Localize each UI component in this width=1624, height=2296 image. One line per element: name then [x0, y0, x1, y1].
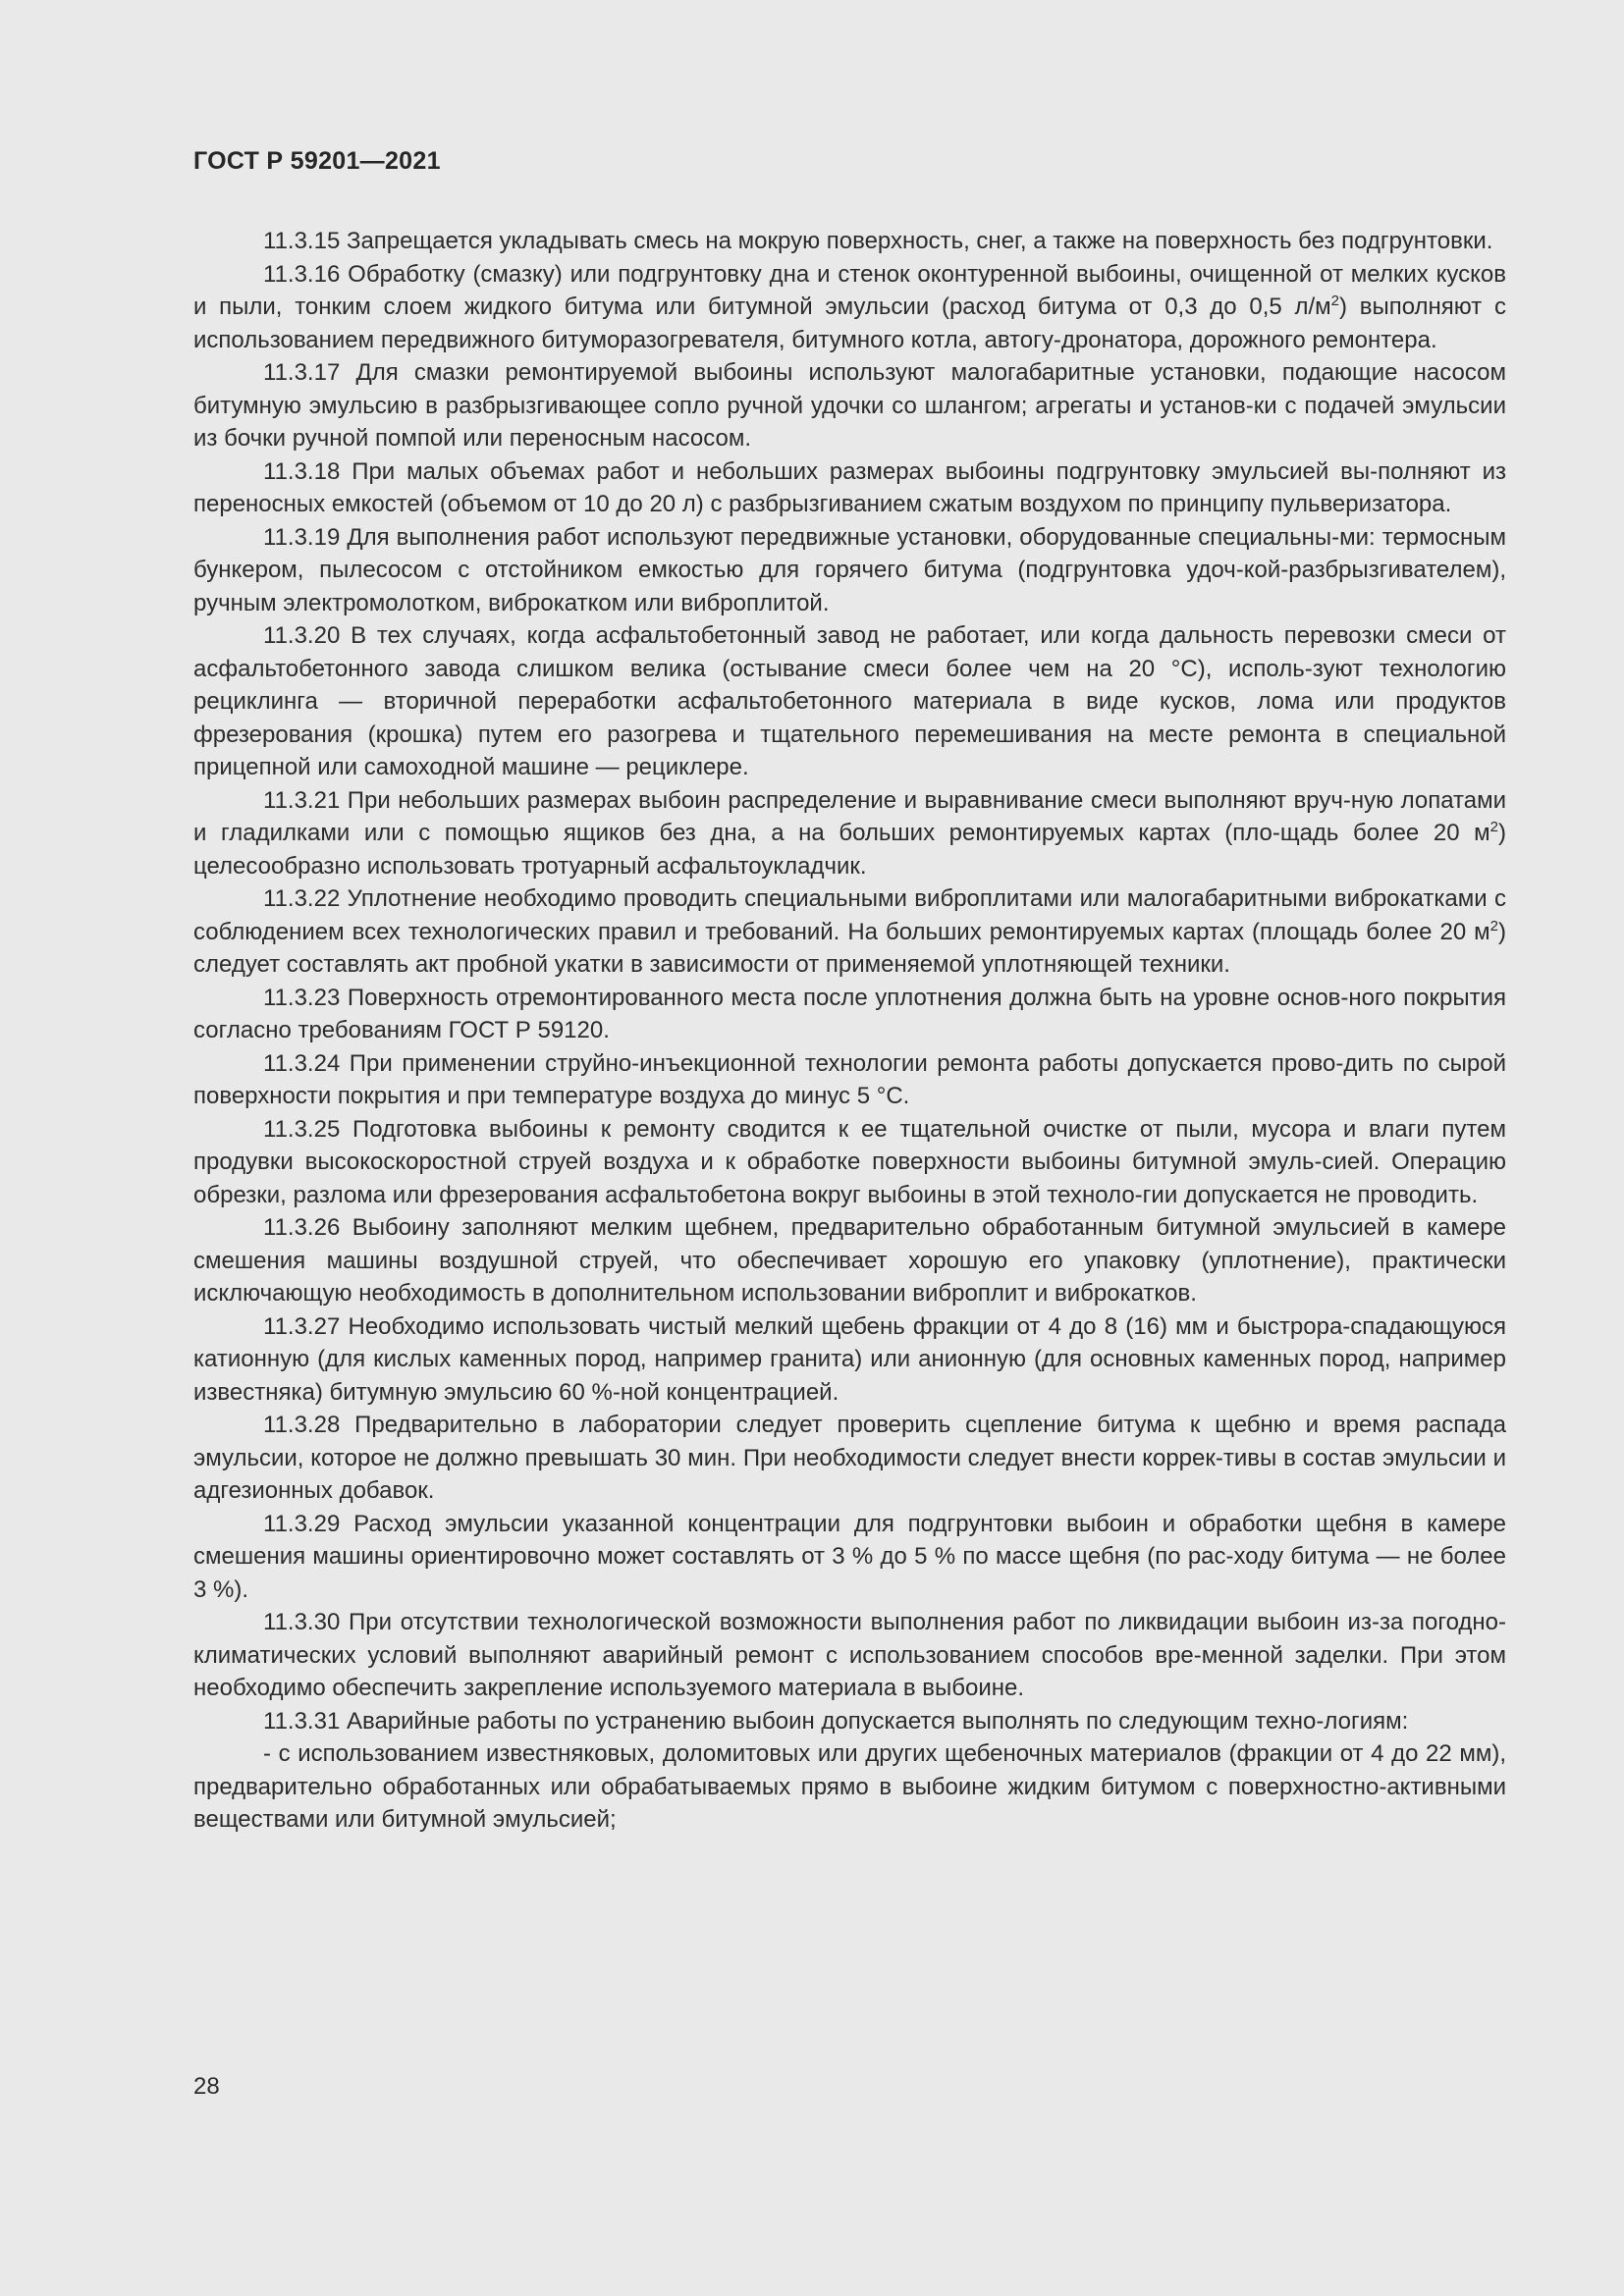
paragraph-11-3-31: 11.3.31 Аварийные работы по устранению выбоин допускается выполнять по следующим техно-логиям:	[263, 1707, 1409, 1735]
paragraph-11-3-25: 11.3.25 Подготовка выбоины к ремонту сводится к ее тщательной очистке от пыли, мусора и влаги путем продувки высокоскоростной струей воздуха и к обработке поверхности выбоины битумной эмуль-сией. Операцию обрезки, разлома или фрезерования асфальтобетона вокруг выбоины в этой техноло-гии допускается не проводить.	[193, 1115, 1506, 1208]
paragraph-11-3-30: 11.3.30 При отсутствии технологической возможности выполнения работ по ликвидации выбоин из-за погодно-климатических условий выполняют аварийный ремонт с использованием способов вре-менной заделки. При этом необходимо обеспечить закрепление используемого материала в выбоине.	[193, 1609, 1506, 1701]
superscript: 2	[1330, 293, 1339, 309]
list-item: - с использованием известняковых, доломитовых или других щебеночных материалов (фракции от 4 до 22 мм), предварительно обработанных или обрабатываемых прямо в выбоине жидким битумом с поверхностно-активными веществами или битумной эмульсией;	[193, 1740, 1506, 1833]
paragraph-text: ) выполняют с использованием передвижного битуморазогревателя, битумного котла, автогу-дронатора, дорожного ремонтера.	[193, 294, 1506, 353]
paragraph-11-3-17: 11.3.17 Для смазки ремонтируемой выбоины используют малогабаритные установки, подающие насосом битумную эмульсию в разбрызгивающее сопло ручной удочки со шлангом; агрегаты и установ-ки с подачей эмульсии из бочки ручной помпой или переносным насосом.	[193, 359, 1506, 452]
paragraph-11-3-19: 11.3.19 Для выполнения работ используют передвижные установки, оборудованные специальны-ми: термосным бункером, пылесосом с отстойником емкостью для горячего битума (подгрунтовка удоч-кой-разбрызгивателем), ручным электромолотком, виброкатком или виброплитой.	[193, 523, 1506, 616]
document-code-header: ГОСТ Р 59201—2021	[193, 147, 441, 175]
paragraph-11-3-27: 11.3.27 Необходимо использовать чистый мелкий щебень фракции от 4 до 8 (16) мм и быстрора-спадающуюся катионную (для кислых каменных пород, например гранита) или анионную (для основных каменных пород, например известняка) битумную эмульсию 60 %-ной концентрацией.	[193, 1312, 1506, 1406]
paragraph-text: ) целесообразно использовать тротуарный асфальтоукладчик.	[193, 820, 1506, 880]
paragraph-text: 11.3.21 При небольших размерах выбоин распределение и выравнивание смеси выполняют вруч-ную лопатами и гладилками или с помощью ящиков без дна, а на больших ремонтируемых картах (пло-щадь более 20 м	[193, 786, 1506, 846]
paragraph-11-3-24: 11.3.24 При применении струйно-инъекционной технологии ремонта работы допускается прово-дить по сырой поверхности покрытия и при температуре воздуха до минус 5 °C.	[193, 1049, 1506, 1109]
document-body	[193, 225, 1506, 1837]
paragraph-11-3-22	[193, 882, 1506, 982]
paragraph-11-3-28: 11.3.28 Предварительно в лаборатории следует проверить сцепление битума к щебню и время распада эмульсии, которое не должно превышать 30 мин. При необходимости следует внести коррек-тивы в состав эмульсии и адгезионных добавок.	[193, 1412, 1506, 1504]
paragraph-11-3-16	[193, 258, 1506, 357]
paragraph-text: 11.3.22 Уплотнение необходимо проводить специальными виброплитами или малогабаритными виброкатками с соблюдением всех технологических правил и требований. На больших ремонтируемых картах (площадь более 20 м	[193, 885, 1506, 945]
paragraph-11-3-21	[193, 784, 1506, 883]
superscript: 2	[1489, 917, 1498, 934]
paragraph-11-3-29: 11.3.29 Расход эмульсии указанной концентрации для подгрунтовки выбоин и обработки щебня в камере смешения машины ориентировочно может составлять от 3 % до 5 % по массе щебня (по рас-ходу битума — не более 3 %).	[193, 1510, 1506, 1603]
paragraph-11-3-26: 11.3.26 Выбоину заполняют мелким щебнем, предварительно обработанным битумной эмульсией в камере смешения машины воздушной струей, что обеспечивает хорошую его упаковку (уплотнение), практически исключающую необходимость в дополнительном использовании виброплит и виброкатков.	[193, 1214, 1506, 1307]
paragraph-text: 11.3.16 Обработку (смазку) или подгрунтовку дна и стенок оконтуренной выбоины, очищенной от мелких кусков и пыли, тонким слоем жидкого битума или битумной эмульсии (расход битума от 0,3 до 0,5 л/м	[193, 260, 1506, 320]
paragraph-11-3-23: 11.3.23 Поверхность отремонтированного места после уплотнения должна быть на уровне основ-ного покрытия согласно требованиям ГОСТ Р 59120.	[193, 984, 1506, 1043]
paragraph-11-3-18: 11.3.18 При малых объемах работ и небольших размерах выбоины подгрунтовку эмульсией вы-полняют из переносных емкостей (объемом от 10 до 20 л) с разбрызгиванием сжатым воздухом по принципу пульверизатора.	[193, 457, 1506, 517]
paragraph-text: ) следует составлять акт пробной укатки в зависимости от применяемой уплотняющей техники.	[193, 918, 1506, 978]
paragraph-11-3-15: 11.3.15 Запрещается укладывать смесь на мокрую поверхность, снег, а также на поверхность без подгрунтовки.	[263, 228, 1493, 254]
paragraph-11-3-20: 11.3.20 В тех случаях, когда асфальтобетонный завод не работает, или когда дальность перевозки смеси от асфальтобетонного завода слишком велика (остывание смеси более чем на 20 °C), исполь-зуют технологию рециклинга — вторичной переработки асфальтобетонного материала в виде кусков, лома или продуктов фрезерования (крошка) путем его разогрева и тщательного перемешивания на месте ремонта в специальной прицепной или самоходной машине — рециклере.	[193, 622, 1506, 780]
superscript: 2	[1489, 819, 1498, 835]
page-number: 28	[193, 2073, 220, 2100]
